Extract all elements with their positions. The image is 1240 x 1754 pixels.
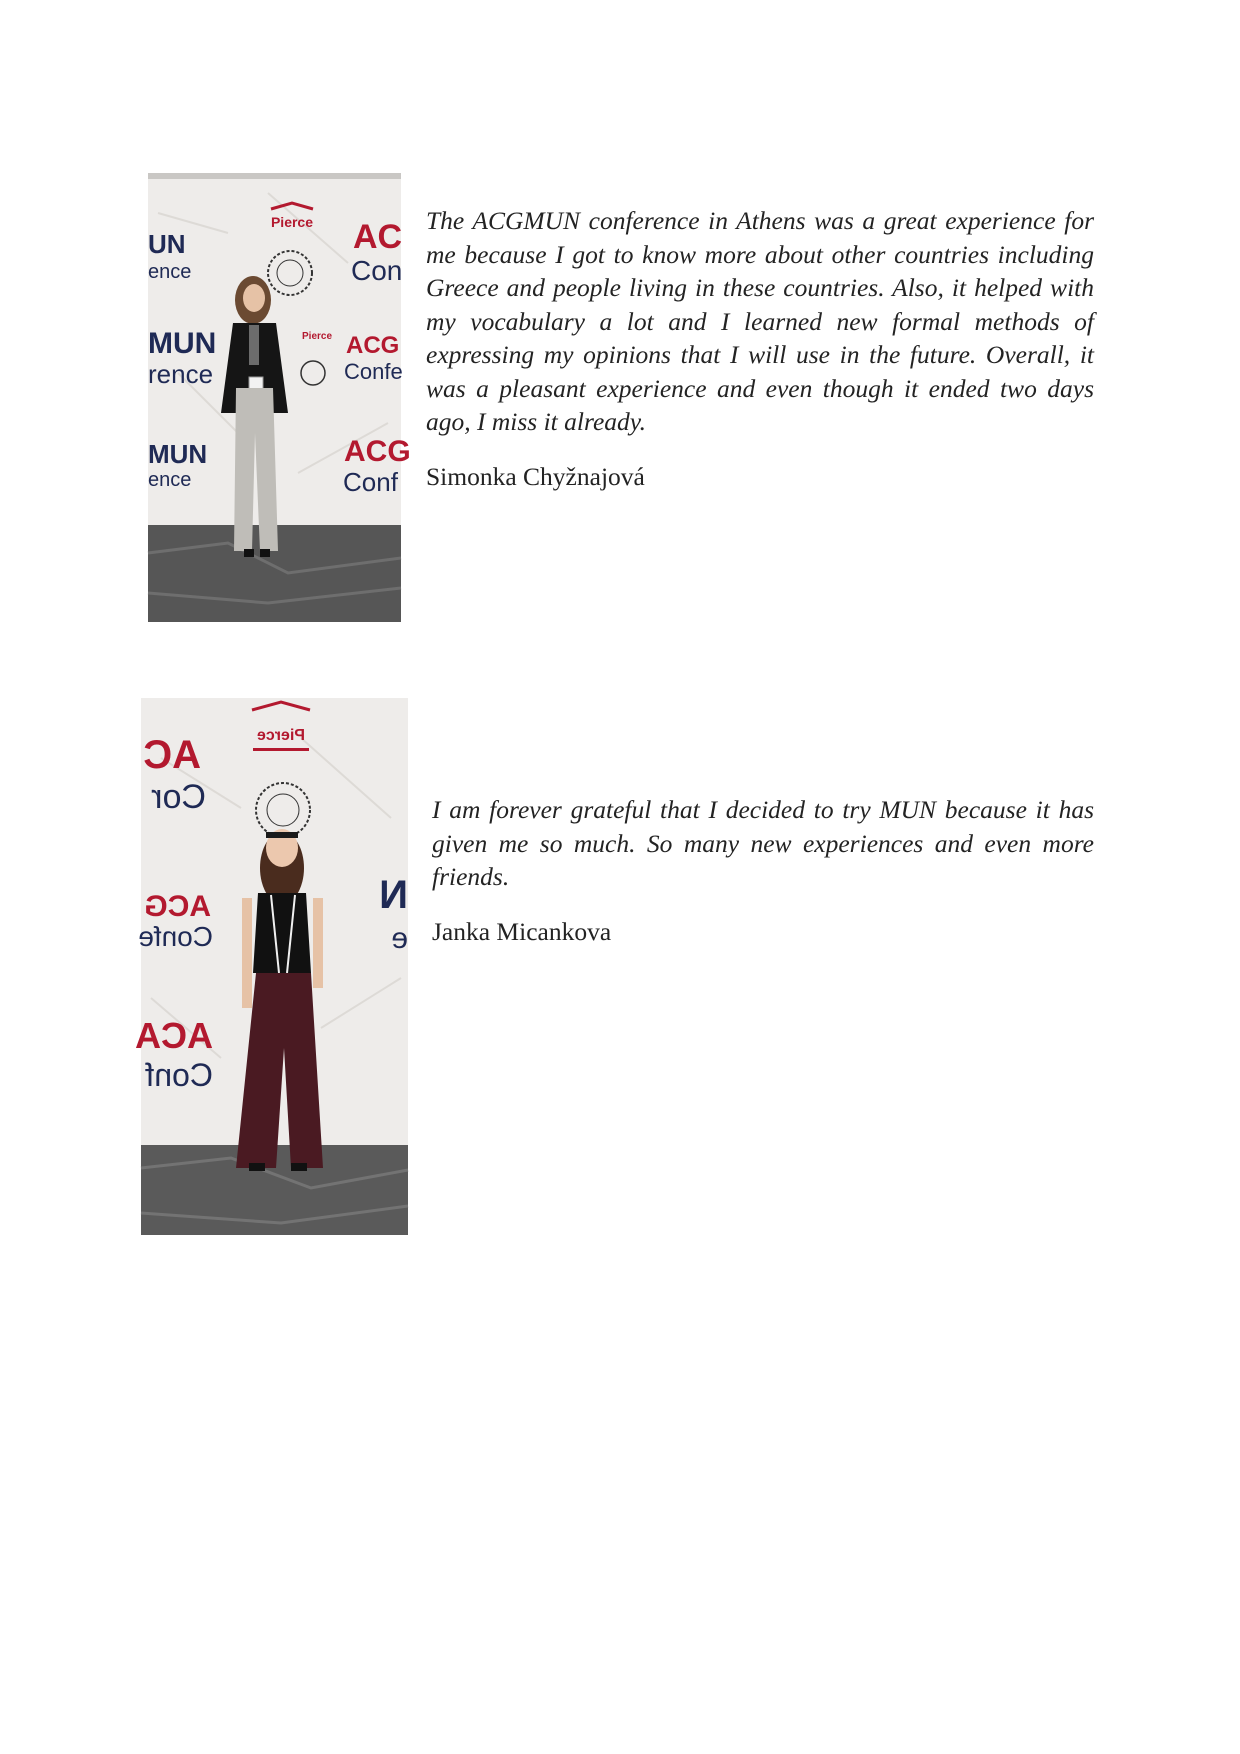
svg-text:ACA: ACA [135,1015,213,1056]
svg-text:Conf: Conf [145,1057,213,1093]
testimonial-photo-janka [135,698,408,1235]
testimonial-author: Janka Micankova [432,917,612,946]
svg-text:Con: Con [351,255,403,286]
testimonial-photo-simonka [148,173,411,622]
svg-text:Conf: Conf [343,467,398,497]
svg-text:AC: AC [143,733,201,777]
svg-text:UN: UN [148,229,186,259]
svg-text:Confe: Confe [138,921,213,952]
svg-text:ence: ence [148,261,192,283]
svg-text:ACG: ACG [344,435,411,468]
svg-text:Pierce: Pierce [270,214,314,230]
svg-text:e: e [391,922,408,955]
svg-text:ACG: ACG [346,332,400,359]
svg-text:Cor: Cor [151,778,206,816]
svg-text:MUN: MUN [148,439,208,469]
svg-text:rence: rence [148,359,214,389]
testimonial-quote: I am forever grateful that I decided to try MUN because it has given me so much. So many new experiences and even more friends. [432,795,1094,891]
svg-text:N: N [379,873,408,917]
svg-text:ence: ence [148,469,192,491]
svg-text:Confe: Confe [344,359,403,384]
svg-text:AC: AC [353,218,403,256]
conference-backdrop-photo [148,173,411,622]
testimonial-quote: The ACGMUN conference in Athens was a great experience for me because I got to know more about other countries including Greece and people living in these countries. Also, it helped with my vocabulary a lot and I learned new formal methods of expressing my opinions that I will use in the future. Overall, it was a pleasant experience and even though it ended two days ago, I miss it already. [426,206,1094,436]
svg-text:MUN: MUN [148,327,217,360]
testimonial-author: Simonka Chyžnajová [426,462,645,491]
svg-text:Pierce: Pierce [256,727,306,744]
svg-text:ACG: ACG [144,890,211,923]
svg-text:Pierce: Pierce [302,331,333,342]
conference-backdrop-photo [135,698,408,1235]
